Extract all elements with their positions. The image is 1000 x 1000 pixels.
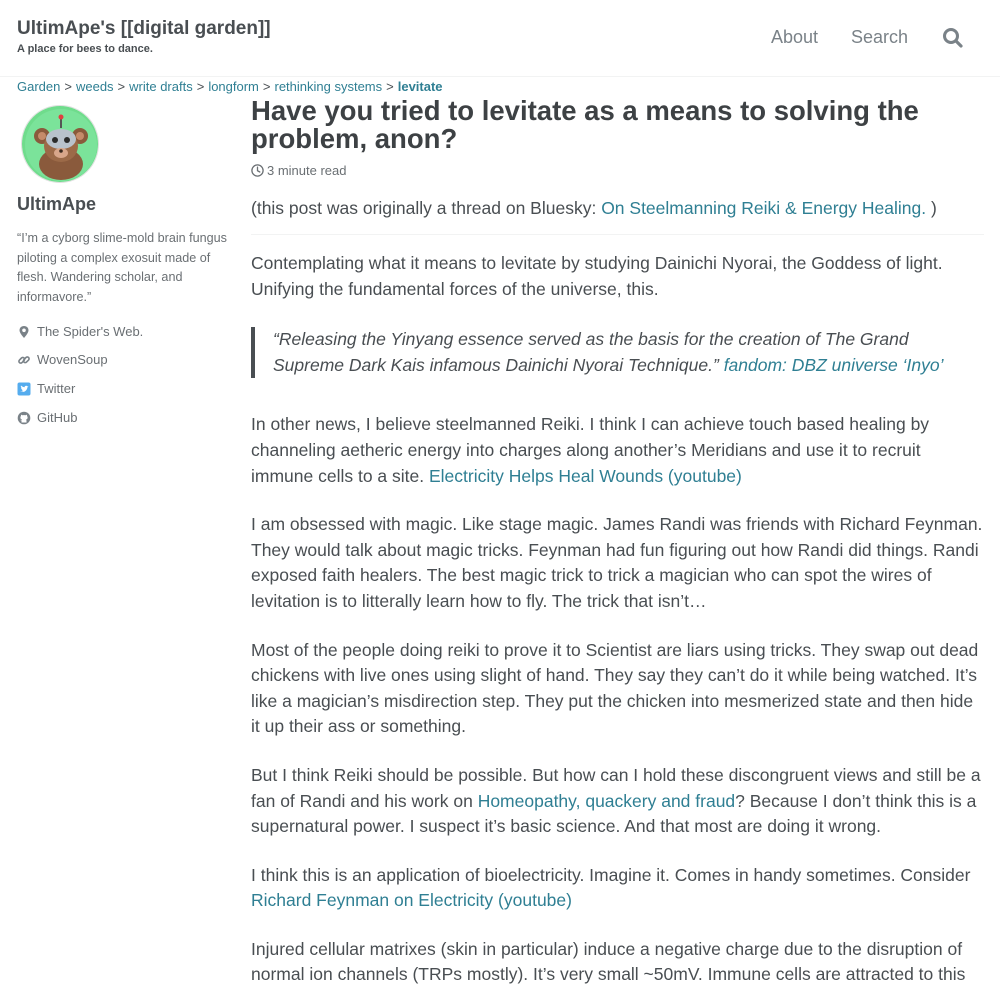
breadcrumb-current: levitate [397,79,443,94]
paragraph-liars: Most of the people doing reiki to prove it to Scientist are liars using tricks. They swap out dead chickens with live ones using slight of hand. They say they can’t do it while being watched. It’s like a magician’s misdirection step. They put the chicken into mesmerized state and then hide it up their ass or something. [251,639,979,737]
electricity-heal-wounds-link[interactable]: Electricity Helps Heal Wounds (youtube) [429,465,742,486]
author-link-label: WovenSoup [37,352,108,367]
breadcrumb-separator: > [262,79,271,94]
author-link-label: GitHub [37,410,78,425]
divider [251,234,984,235]
page-title: Have you tried to levitate as a means to solving the problem, anon? [251,95,919,154]
breadcrumb-weeds[interactable]: weeds [75,79,114,94]
author-link-label: The Spider's Web. [37,324,144,339]
author-link-wovensoup[interactable] [17,352,108,367]
avatar [21,105,99,183]
randi-text-prefix: But I think Reiki should be possible. But how can I hold these discongruent views and still be a fan of Randi and his work on [251,764,981,811]
breadcrumb-separator: > [64,79,72,94]
paragraph-cellular: Injured cellular matrixes (skin in particular) induce a negative charge due to the disruption of normal ion channels (TRPs mostly). It’s very small ~50mV. Immune cells are attracted to this [251,938,966,985]
feynman-electricity-link[interactable]: Richard Feynman on Electricity (youtube) [251,890,572,911]
homeopathy-link[interactable]: Homeopathy, quackery and fraud [477,790,736,811]
paragraph-reiki [251,412,984,489]
author-link-github[interactable] [17,410,77,425]
blockquote [251,327,984,378]
reiki-text: In other news, I believe steelmanned Reiki. I think I can achieve touch based healing by channeling aetheric energy into charges along another’s Meridians and use it to recruit immune cells to a site. [251,414,930,486]
intro-prefix: (this post was originally a thread on Bluesky: [251,198,597,218]
read-time [251,163,984,178]
twitter-icon [17,382,31,396]
author-name: UltimApe [17,194,97,214]
post-article [251,97,984,1000]
paragraph-levitate: Contemplating what it means to levitate by studying Dainichi Nyorai, the Goddess of light. Unifying the fundamental forces of the universe, this. [251,253,943,299]
quote-text: “Releasing the Yinyang essence served as the basis for the creation of The Grand Supreme Dark Kais infamous Dainichi Nyorai Technique.” [273,329,909,375]
bluesky-thread-link[interactable]: On Steelmanning Reiki & Energy Healing. [601,198,927,218]
search-icon[interactable] [940,25,966,51]
bioelectricity-text: I think this is an application of bioelectricity. Imagine it. Comes in handy sometimes. Consider [251,864,971,885]
github-icon [17,411,31,425]
site-title[interactable]: UltimApe's [[digital garden]] [17,18,271,39]
breadcrumb [17,79,443,94]
author-link-spiders-web[interactable] [17,324,143,339]
breadcrumb-rethinking-systems[interactable]: rethinking systems [274,79,383,94]
breadcrumb-write-drafts[interactable]: write drafts [129,79,193,94]
breadcrumb-separator: > [117,79,126,94]
site-subtitle: A place for bees to dance. [17,43,153,55]
read-time-label: 3 minute read [267,163,347,178]
author-bio: “I’m a cyborg slime-mold brain fungus piloting a complex exosuit made of flesh. Wandering scholar, and informavore.” [17,231,227,304]
nav-search-link[interactable]: Search [851,27,909,47]
paragraph-randi [251,763,984,840]
clock-icon [251,164,264,177]
link-icon [17,353,31,367]
breadcrumb-separator: > [196,79,205,94]
map-marker-icon [17,325,31,339]
author-link-label: Twitter [37,381,76,396]
fandom-link[interactable]: fandom: DBZ universe ‘Inyo’ [723,354,944,375]
nav-about-link[interactable]: About [771,27,819,47]
breadcrumb-garden[interactable]: Garden [17,79,61,94]
breadcrumb-longform[interactable]: longform [208,79,259,94]
randi-text-suffix: ? Because I don’t think this is a supernatural power. I suspect it’s basic science. And that most are doing it wrong. [251,790,977,837]
intro-suffix: ) [930,198,937,218]
intro-paragraph [251,195,984,221]
paragraph-bioelectricity [251,863,984,914]
paragraph-magic: I am obsessed with magic. Like stage magic. James Randi was friends with Richard Feynman. They would talk about magic tricks. Feynman had fun figuring out how Randi did things. Randi exposed faith healers. The best magic trick to trick a magician who can spot the wires of levitation is to litterally learn how to fly. The trick that isn’t… [251,514,983,611]
masthead [0,0,1000,77]
breadcrumb-separator: > [386,79,394,94]
author-link-twitter[interactable] [17,381,75,396]
